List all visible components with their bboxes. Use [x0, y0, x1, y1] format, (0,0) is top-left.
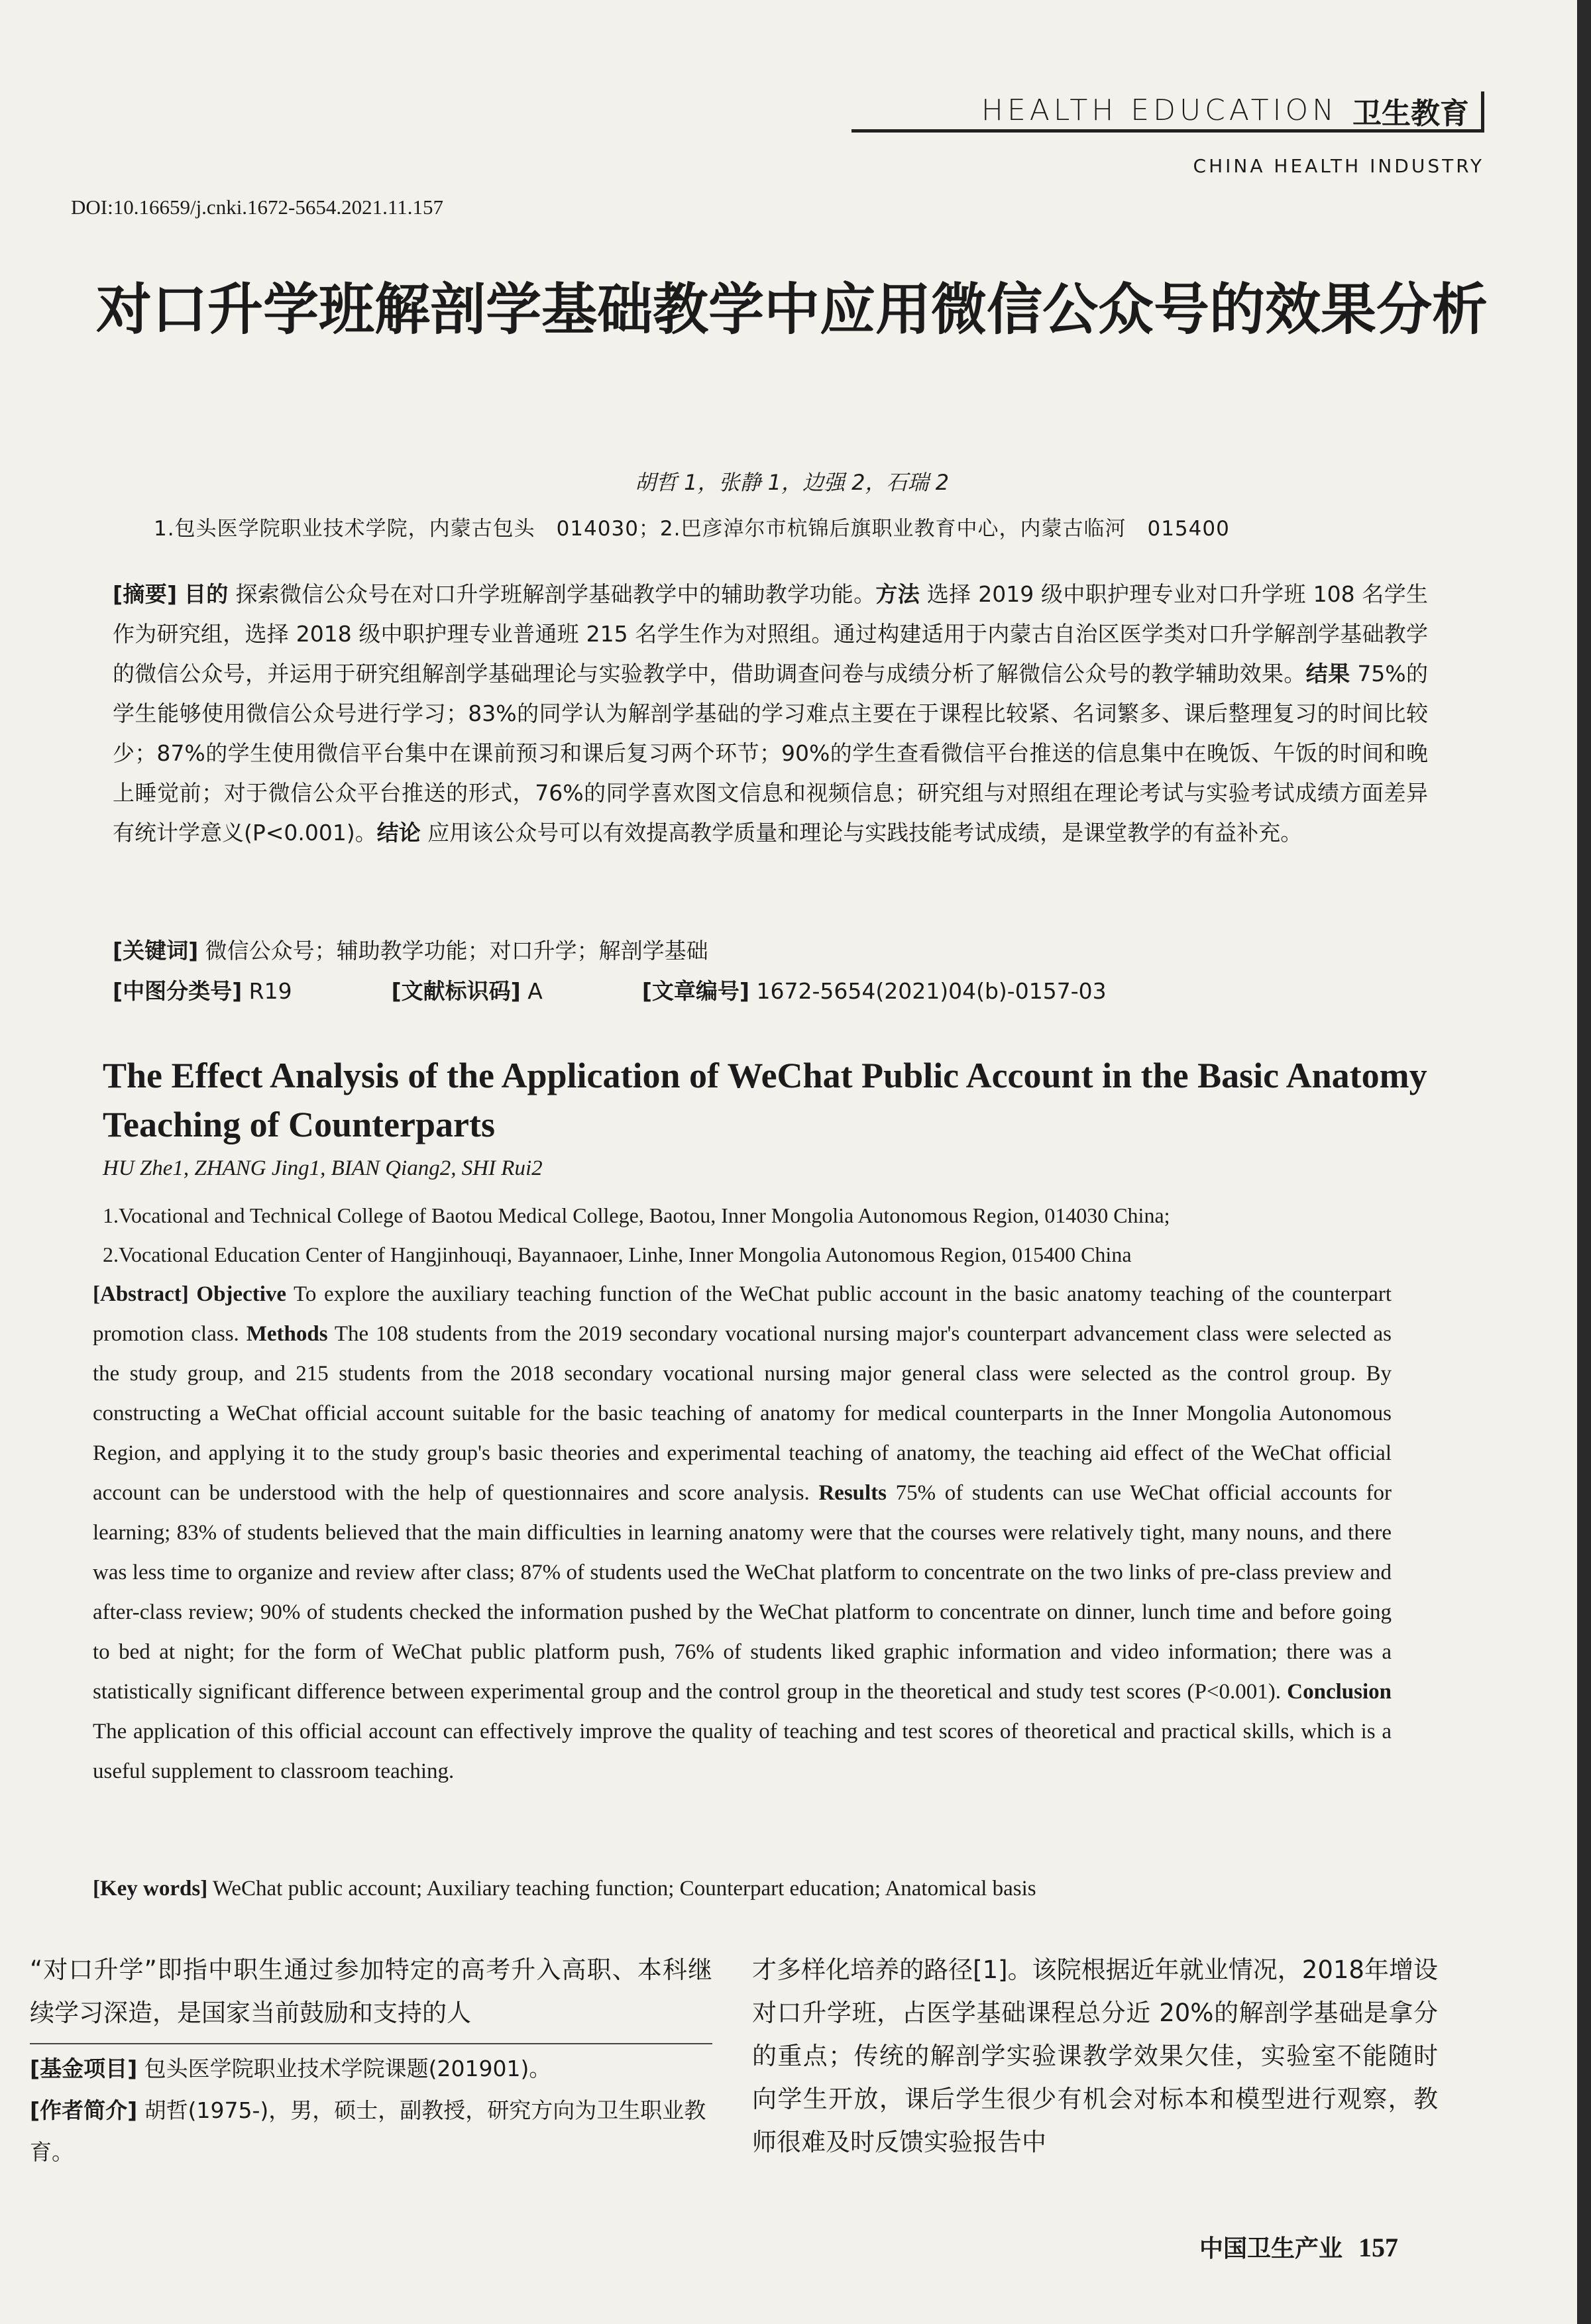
scan-edge [1577, 0, 1591, 2324]
authors-chinese: 胡哲 1，张静 1，边强 2，石瑞 2 [634, 470, 950, 495]
brand-subtitle: CHINA HEALTH INDUSTRY [1193, 155, 1484, 177]
keywords-en-label: [Key words] [93, 1877, 208, 1901]
conclusion-text: 应用该公众号可以有效提高教学质量和理论与实践技能考试成绩，是课堂教学的有益补充。 [427, 820, 1303, 846]
author-note: [作者简介] 胡哲(1975-)，男，硕士，副教授，研究方向为卫生职业教育。 [30, 2097, 706, 2165]
body-text-left: “对口升学”即指中职生通过参加特定的高考升入高职、本科继续学习深造，是国家当前鼓励和支持的人 [30, 1956, 712, 2027]
journal-name: 中国卫生产业 [1199, 2235, 1343, 2262]
title-chinese [80, 270, 1504, 349]
keywords-label: [关键词] [113, 938, 199, 964]
keywords-chinese [113, 934, 708, 965]
affiliation-english-2: 2.Vocational Education Center of Hangjinhouqi, Bayannaoer, Linhe, Inner Mongolia Autonomous Region, 015400 China [103, 1243, 1132, 1266]
results-en-label: Results [818, 1481, 887, 1505]
journal-header [851, 91, 1484, 133]
results-text: 75%的学生能够使用微信公众号进行学习；83%的同学认为解剖学基础的学习难点主要在于课程比较紧、名词繁多、课后整理复习的时间比较少；87%的学生使用微信平台集中在课前预习和课后复习两个环节；90%的学生查看微信平台推送的信息集中在晚饭、午饭的时间和晚上睡觉前；对于微信公众平台推送的形式，76%的同学喜欢图文信息和视频信息；研究组与对照组在理论考试与实验考试成绩方面差异有统计学意义(P<0.001)。 [113, 661, 1429, 846]
abstract-chinese [113, 575, 1428, 853]
affiliation-chinese: 1.包头医学院职业技术学院，内蒙古包头 014030；2.巴彦淖尔市杭锦后旗职业教育中心，内蒙古临河 015400 [154, 517, 1230, 541]
page-number: 157 [1358, 2233, 1398, 2262]
fund-note: [基金项目] 包头医学院职业技术学院课题(201901)。 [30, 2056, 551, 2081]
clc-field: [中图分类号] R19 [113, 978, 292, 1004]
keywords-english [93, 1877, 1036, 1901]
doi: DOI:10.16659/j.cnki.1672-5654.2021.11.157 [71, 195, 443, 219]
page-footer [1100, 2230, 1398, 2264]
footnotes [30, 2048, 712, 2173]
methods-text: 选择 2019 级中职护理专业对口升学班 108 名学生作为研究组，选择 2018 级中职护理专业普通班 215 名学生作为对照组。通过构建适用于内蒙古自治区医学类对口升学解剖学基础教学的微信公众号，并运用于研究组解剖学基础理论与实验教学中，借助调查问卷与成绩分析了解微信公众号的教学辅助效果。 [113, 581, 1429, 687]
abstract-label: [摘要] [113, 581, 178, 607]
keywords-text: 微信公众号；辅助教学功能；对口升学；解剖学基础 [205, 938, 708, 964]
objective-en-label: Objective [196, 1282, 287, 1306]
affiliation-english-1: 1.Vocational and Technical College of Baotou Medical College, Baotou, Inner Mongolia Autonomous Region, 014030 China; [103, 1203, 1170, 1227]
title-english: The Effect Analysis of the Application of WeChat Public Account in the Basic Anatomy Teaching of Counterparts [103, 1056, 1427, 1144]
abstract-en-label: [Abstract] [93, 1282, 189, 1306]
article-number-field: [文章编号] 1672-5654(2021)04(b)-0157-03 [641, 978, 1107, 1004]
brand-english: HEALTH EDUCATION [981, 93, 1338, 127]
footnote-divider [30, 2043, 712, 2044]
conclusion-label: 结论 [376, 820, 421, 846]
objective-label: 目的 [184, 581, 229, 607]
methods-label: 方法 [875, 581, 920, 607]
methods-en-label: Methods [246, 1322, 328, 1346]
conclusion-en-label: Conclusion [1287, 1680, 1392, 1704]
affiliation-english [103, 1196, 1435, 1274]
title-chinese-text: 对口升学班解剖学基础教学中应用微信公众号的效果分析 [95, 277, 1488, 342]
abstract-english [93, 1274, 1392, 1791]
objective-en-text: To explore the auxiliary teaching function of the WeChat public account in the basic anatomy teaching of the counterpart promotion class. [93, 1282, 1392, 1346]
methods-en-text: The 108 students from the 2019 secondary vocational nursing major's counterpart advancement class were selected as the study group, and 215 students from the 2018 secondary vocational nursing major general class were selected as the control group. By constructing a WeChat official account suitable for the basic teaching of anatomy for medical counterparts in the Inner Mongolia Autonomous Region, and applying it to the study group's basic theories and experimental teaching of anatomy, the teaching aid effect of the WeChat official account can be understood with the help of questionnaires and score analysis. [93, 1322, 1392, 1505]
conclusion-en-text: The application of this official account can effectively improve the quality of teaching and test scores of theoretical and practical skills, which is a useful supplement to classroom teaching. [93, 1720, 1392, 1783]
results-label: 结果 [1305, 661, 1350, 687]
results-en-text: 75% of students can use WeChat official accounts for learning; 83% of students believed that the main difficulties in learning anatomy were that the courses were relatively tight, many nouns, and there was less time to organize and review after class; 87% of students used the WeChat platform to concentrate on the two links of pre-class preview and after-class review; 90% of students checked the information pushed by the WeChat platform to concentrate on dinner, lunch time and before going to bed at night; for the form of WeChat public platform push, 76% of students liked graphic information and video information; there was a statistically significant difference between experimental group and the control group in the theoretical and study test scores (P<0.001). [93, 1481, 1392, 1704]
classification-line [113, 974, 1428, 1005]
brand-chinese: 卫生教育 [1352, 96, 1469, 131]
doc-code-field: [文献标识码] A [391, 978, 543, 1004]
authors-english: HU Zhe1, ZHANG Jing1, BIAN Qiang2, SHI Rui2 [103, 1156, 543, 1180]
keywords-en-text: WeChat public account; Auxiliary teaching function; Counterpart education; Anatomical basis [212, 1877, 1036, 1901]
body-text-right: 才多样化培养的路径[1]。该院根据近年就业情况，2018年增设对口升学班，占医学基础课程总分近 20%的解剖学基础是拿分的重点；传统的解剖学实验课教学效果欠佳，实验室不能随时向学生开放，课后学生很少有机会对标本和模型进行观察，教师很难及时反馈实验报告中 [752, 1956, 1438, 2156]
objective-text: 探索微信公众号在对口升学班解剖学基础教学中的辅助教学功能。 [235, 581, 876, 607]
